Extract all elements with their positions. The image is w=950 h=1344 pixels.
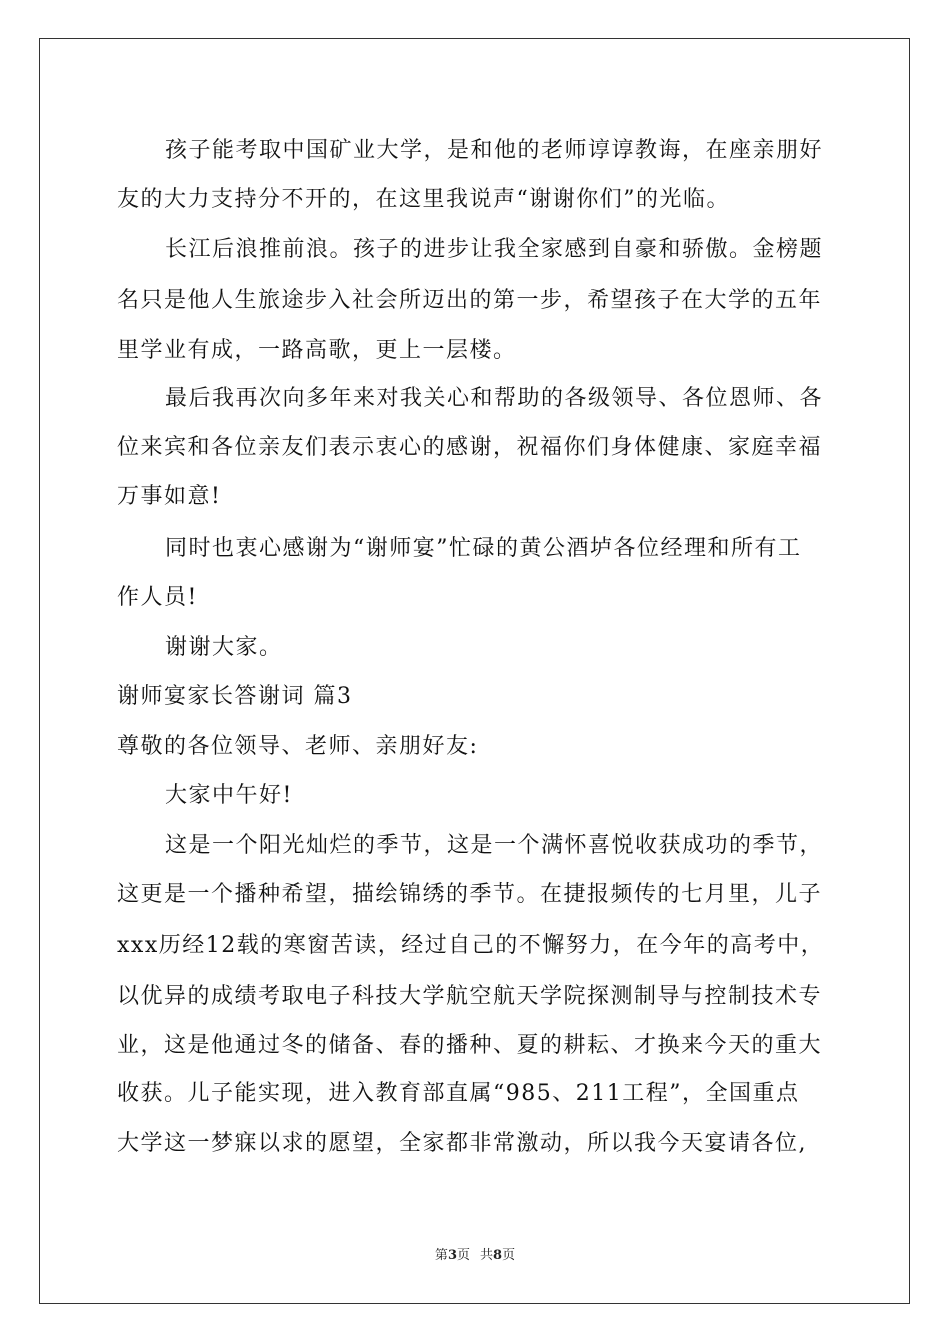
footer-page-prefix: 第 <box>434 1248 448 1263</box>
paragraph-line: 谢谢大家。 <box>165 635 283 660</box>
paragraph-line: 位来宾和各位亲友们表示衷心的感谢，祝福你们身体健康、家庭幸福 <box>117 435 823 460</box>
footer-page-number: 3 <box>447 1248 457 1263</box>
footer-total-pages: 8 <box>493 1248 503 1263</box>
page-border <box>39 38 910 1304</box>
paragraph-line: 这是一个阳光灿烂的季节，这是一个满怀喜悦收获成功的季节， <box>165 833 824 858</box>
paragraph-line: 长江后浪推前浪。孩子的进步让我全家感到自豪和骄傲。金榜题 <box>165 237 824 262</box>
paragraph-line: 里学业有成，一路高歌，更上一层楼。 <box>117 338 517 363</box>
paragraph-line: 大学这一梦寐以求的愿望，全家都非常激动，所以我今天宴请各位, <box>117 1131 807 1156</box>
paragraph-line: 以优异的成绩考取电子科技大学航空航天学院探测制导与控制技术专 <box>117 984 823 1009</box>
paragraph-line: 孩子能考取中国矿业大学，是和他的老师谆谆教诲，在座亲朋好 <box>165 138 824 163</box>
greeting: 大家中午好! <box>165 783 293 808</box>
section-heading: 谢师宴家长答谢词 篇3 <box>117 684 353 709</box>
salutation: 尊敬的各位领导、老师、亲朋好友: <box>117 734 479 759</box>
paragraph-line: 友的大力支持分不开的，在这里我说声“谢谢你们”的光临。 <box>117 187 730 212</box>
page-footer <box>0 1247 950 1265</box>
footer-total-suffix: 页 <box>502 1248 516 1263</box>
footer-total-prefix: 共 <box>480 1248 494 1263</box>
paragraph-line: 同时也衷心感谢为“谢师宴”忙碌的黄公酒垆各位经理和所有工 <box>165 536 802 561</box>
footer-page-suffix: 页 <box>456 1248 470 1263</box>
paragraph-line: xxx历经12载的寒窗苦读，经过自己的不懈努力，在今年的高考中， <box>117 933 825 958</box>
paragraph-line: 万事如意! <box>117 484 222 509</box>
paragraph-line: 这更是一个播种希望，描绘锦绣的季节。在捷报频传的七月里，儿子 <box>117 882 823 907</box>
paragraph-line: 名只是他人生旅途步入社会所迈出的第一步，希望孩子在大学的五年 <box>117 288 823 313</box>
paragraph-line: 业，这是他通过冬的储备、春的播种、夏的耕耘、才换来今天的重大 <box>117 1033 823 1058</box>
paragraph-line: 收获。儿子能实现，进入教育部直属“985、211工程”，全国重点 <box>117 1081 800 1106</box>
paragraph-line: 最后我再次向多年来对我关心和帮助的各级领导、各位恩师、各 <box>165 386 824 411</box>
paragraph-line: 作人员! <box>117 585 198 610</box>
